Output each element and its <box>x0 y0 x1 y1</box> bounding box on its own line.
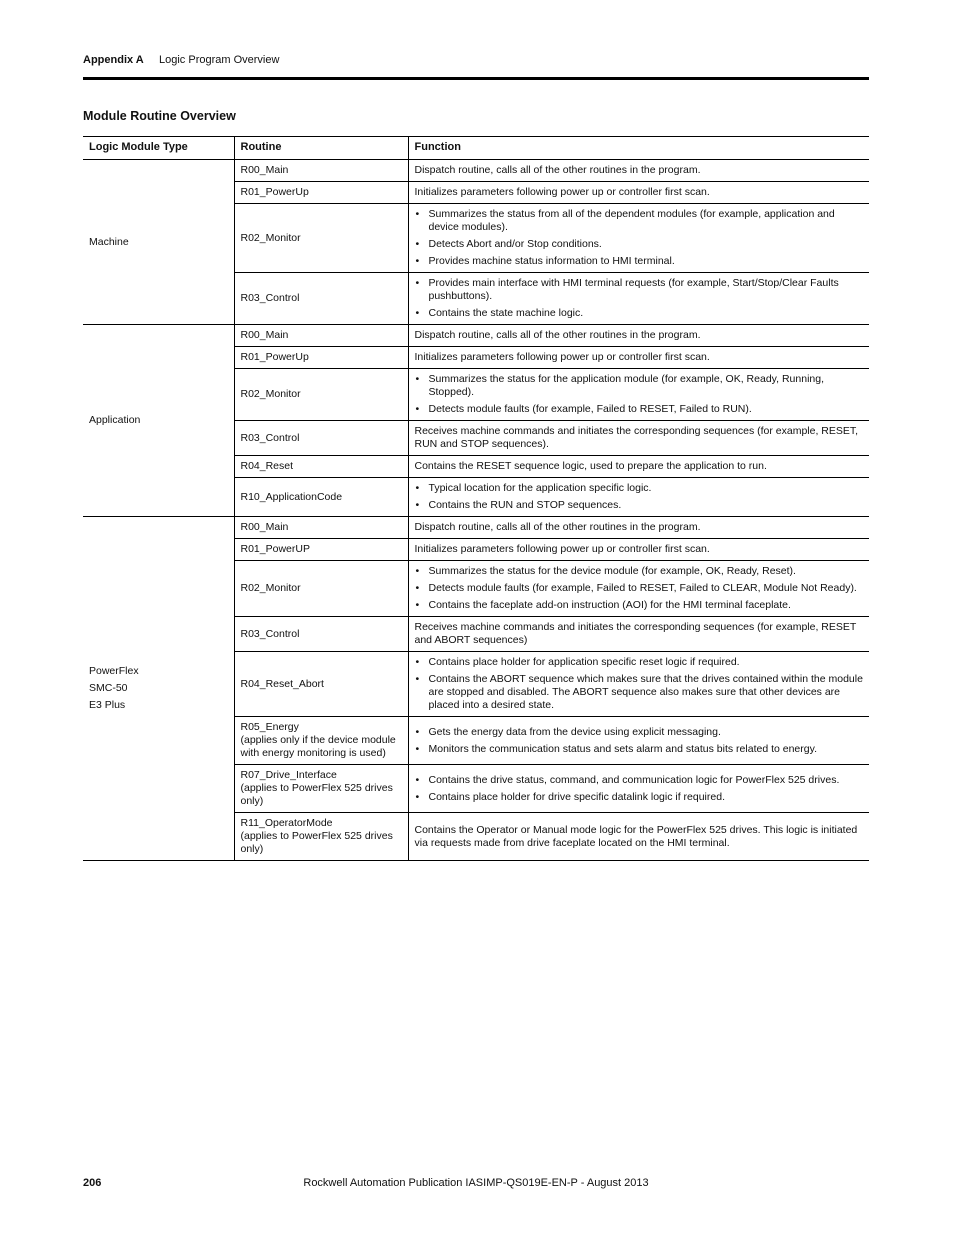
routine-cell <box>234 421 408 456</box>
function-cell <box>408 517 869 539</box>
routine-name: R03_Control <box>240 627 300 640</box>
routine-cell <box>234 478 408 517</box>
module-type-name: Application <box>89 414 141 426</box>
routine-name: R05_Energy <box>240 721 299 733</box>
function-bullet: • Contains place holder for application specific reset logic if required. <box>429 656 864 669</box>
column-header-module-type: Logic Module Type <box>83 137 234 160</box>
function-bullet: • Detects module faults (for example, Failed to RESET, Failed to RUN). <box>429 403 864 416</box>
routine-cell <box>234 369 408 421</box>
function-cell <box>408 765 869 813</box>
routine-cell <box>234 813 408 861</box>
function-cell <box>408 160 869 182</box>
routine-name: R03_Control <box>240 431 300 444</box>
routine-cell <box>234 273 408 325</box>
routine-cell <box>234 617 408 652</box>
routine-cell <box>234 347 408 369</box>
table-body <box>83 160 869 861</box>
module-type-cell <box>83 517 234 861</box>
running-header <box>83 53 869 80</box>
function-cell <box>408 204 869 273</box>
routine-name: R10_ApplicationCode <box>240 490 343 503</box>
module-type-name: PowerFlex <box>89 665 139 677</box>
routine-name: R04_Reset <box>240 460 294 472</box>
module-type-cell <box>83 160 234 325</box>
function-bullet: • Summarizes the status from all of the dependent modules (for example, application and device modules). <box>429 208 864 234</box>
module-type-name: E3 Plus <box>89 699 126 711</box>
function-cell <box>408 813 869 861</box>
function-cell <box>408 652 869 717</box>
appendix-label: Appendix A <box>83 54 144 66</box>
table-row <box>83 517 869 539</box>
function-text: Dispatch routine, calls all of the other routines in the program. <box>414 521 701 533</box>
function-cell <box>408 539 869 561</box>
column-header-routine: Routine <box>234 137 408 160</box>
routine-name: R02_Monitor <box>240 582 301 594</box>
function-bullet-list <box>415 373 864 416</box>
routine-name: R02_Monitor <box>240 231 301 244</box>
function-bullet: • Typical location for the application specific logic. <box>429 482 864 495</box>
routine-name: R11_OperatorMode <box>240 817 333 829</box>
function-bullet-list <box>415 277 864 320</box>
column-header-function: Function <box>408 137 869 160</box>
routine-cell <box>234 204 408 273</box>
function-bullet: • Contains the state machine logic. <box>429 307 864 320</box>
routine-note: (applies to PowerFlex 525 drives only) <box>240 830 393 855</box>
function-text: Dispatch routine, calls all of the other routines in the program. <box>414 164 701 176</box>
routine-cell <box>234 765 408 813</box>
function-bullet: • Summarizes the status for the application module (for example, OK, Ready, Running, Stopped). <box>429 373 864 399</box>
function-bullet: • Provides main interface with HMI terminal requests (for example, Start/Stop/Clear Faults pushbuttons). <box>429 277 864 303</box>
routine-note: (applies only if the device module <box>240 734 396 746</box>
function-bullet-list <box>415 482 864 512</box>
function-text: Initializes parameters following power up or controller first scan. <box>414 186 710 198</box>
routine-cell <box>234 652 408 717</box>
routine-name: R07_Drive_Interface <box>240 769 337 781</box>
function-cell <box>408 617 869 652</box>
routine-cell <box>234 717 408 765</box>
routine-name: R01_PowerUp <box>240 351 309 363</box>
function-bullet-list <box>415 208 864 268</box>
function-cell <box>408 325 869 347</box>
function-bullet: • Contains the RUN and STOP sequences. <box>429 499 864 512</box>
function-text: Initializes parameters following power up or controller first scan. <box>414 351 710 363</box>
function-text: Dispatch routine, calls all of the other routines in the program. <box>414 329 701 341</box>
function-text: Receives machine commands and initiates the corresponding sequences (for example, RESET and ABORT sequences) <box>414 621 857 646</box>
function-bullet: • Detects Abort and/or Stop conditions. <box>429 238 864 251</box>
routine-name: R02_Monitor <box>240 388 301 400</box>
function-cell <box>408 456 869 478</box>
routine-name: R03_Control <box>240 292 300 304</box>
function-cell <box>408 478 869 517</box>
module-type-cell <box>83 325 234 517</box>
function-cell <box>408 273 869 325</box>
function-bullet: • Detects module faults (for example, Failed to RESET, Failed to CLEAR, Module Not Ready). <box>429 582 864 595</box>
routine-name: R00_Main <box>240 164 289 176</box>
table-header-row <box>83 137 869 160</box>
function-bullet: • Summarizes the status for the device module (for example, OK, Ready, Reset). <box>429 565 864 578</box>
function-bullet-list <box>415 656 864 712</box>
routine-name: R01_PowerUp <box>240 186 309 198</box>
function-cell <box>408 369 869 421</box>
routine-name: R01_PowerUP <box>240 543 310 555</box>
table-row <box>83 160 869 182</box>
function-text: Contains the Operator or Manual mode logic for the PowerFlex 525 drives. This logic is initiated via requests made from drive faceplate located on the HMI terminal. <box>414 823 858 849</box>
table-row <box>83 325 869 347</box>
function-cell <box>408 182 869 204</box>
routine-cell <box>234 325 408 347</box>
function-bullet-list <box>415 726 864 756</box>
function-cell <box>408 421 869 456</box>
routine-name: R04_Reset_Abort <box>240 677 324 690</box>
function-text: Initializes parameters following power up or controller first scan. <box>414 543 710 555</box>
function-bullet: • Contains the faceplate add-on instruction (AOI) for the HMI terminal faceplate. <box>429 599 864 612</box>
routine-cell <box>234 182 408 204</box>
routine-name: R00_Main <box>240 521 289 533</box>
function-cell <box>408 347 869 369</box>
function-bullet: • Contains the ABORT sequence which makes sure that the drives contained within the module are stopped and disabled. The ABORT sequence also makes sure that other devices are placed into a desired state. <box>429 673 864 712</box>
routine-cell <box>234 456 408 478</box>
routine-cell <box>234 561 408 617</box>
section-label: Logic Program Overview <box>159 54 280 66</box>
function-text: Contains the RESET sequence logic, used to prepare the application to run. <box>414 460 767 472</box>
routine-cell <box>234 517 408 539</box>
routine-name: R00_Main <box>240 329 289 341</box>
function-bullet-list <box>415 565 864 612</box>
function-bullet: • Monitors the communication status and sets alarm and status bits related to energy. <box>429 743 864 756</box>
module-routine-table <box>83 136 869 861</box>
function-bullet-list <box>415 774 864 804</box>
function-bullet: • Gets the energy data from the device using explicit messaging. <box>429 726 864 739</box>
function-bullet: • Contains the drive status, command, and communication logic for PowerFlex 525 drives. <box>429 774 864 787</box>
publication-info: Rockwell Automation Publication IASIMP-QS019E-EN-P - August 2013 <box>303 1177 649 1189</box>
section-title: Module Routine Overview <box>83 109 236 123</box>
routine-note: with energy monitoring is used) <box>240 747 386 759</box>
function-bullet: • Provides machine status information to HMI terminal. <box>429 255 864 268</box>
function-cell <box>408 561 869 617</box>
routine-note: (applies to PowerFlex 525 drives only) <box>240 782 393 807</box>
module-type-name: SMC-50 <box>89 682 128 694</box>
module-type-name: Machine <box>89 235 129 248</box>
function-cell <box>408 717 869 765</box>
page-number: 206 <box>83 1177 102 1189</box>
routine-cell <box>234 160 408 182</box>
function-bullet: • Contains place holder for drive specific datalink logic if required. <box>429 791 864 804</box>
function-text: Receives machine commands and initiates the corresponding sequences (for example, RESET, RUN and STOP sequences). <box>414 425 859 450</box>
routine-cell <box>234 539 408 561</box>
